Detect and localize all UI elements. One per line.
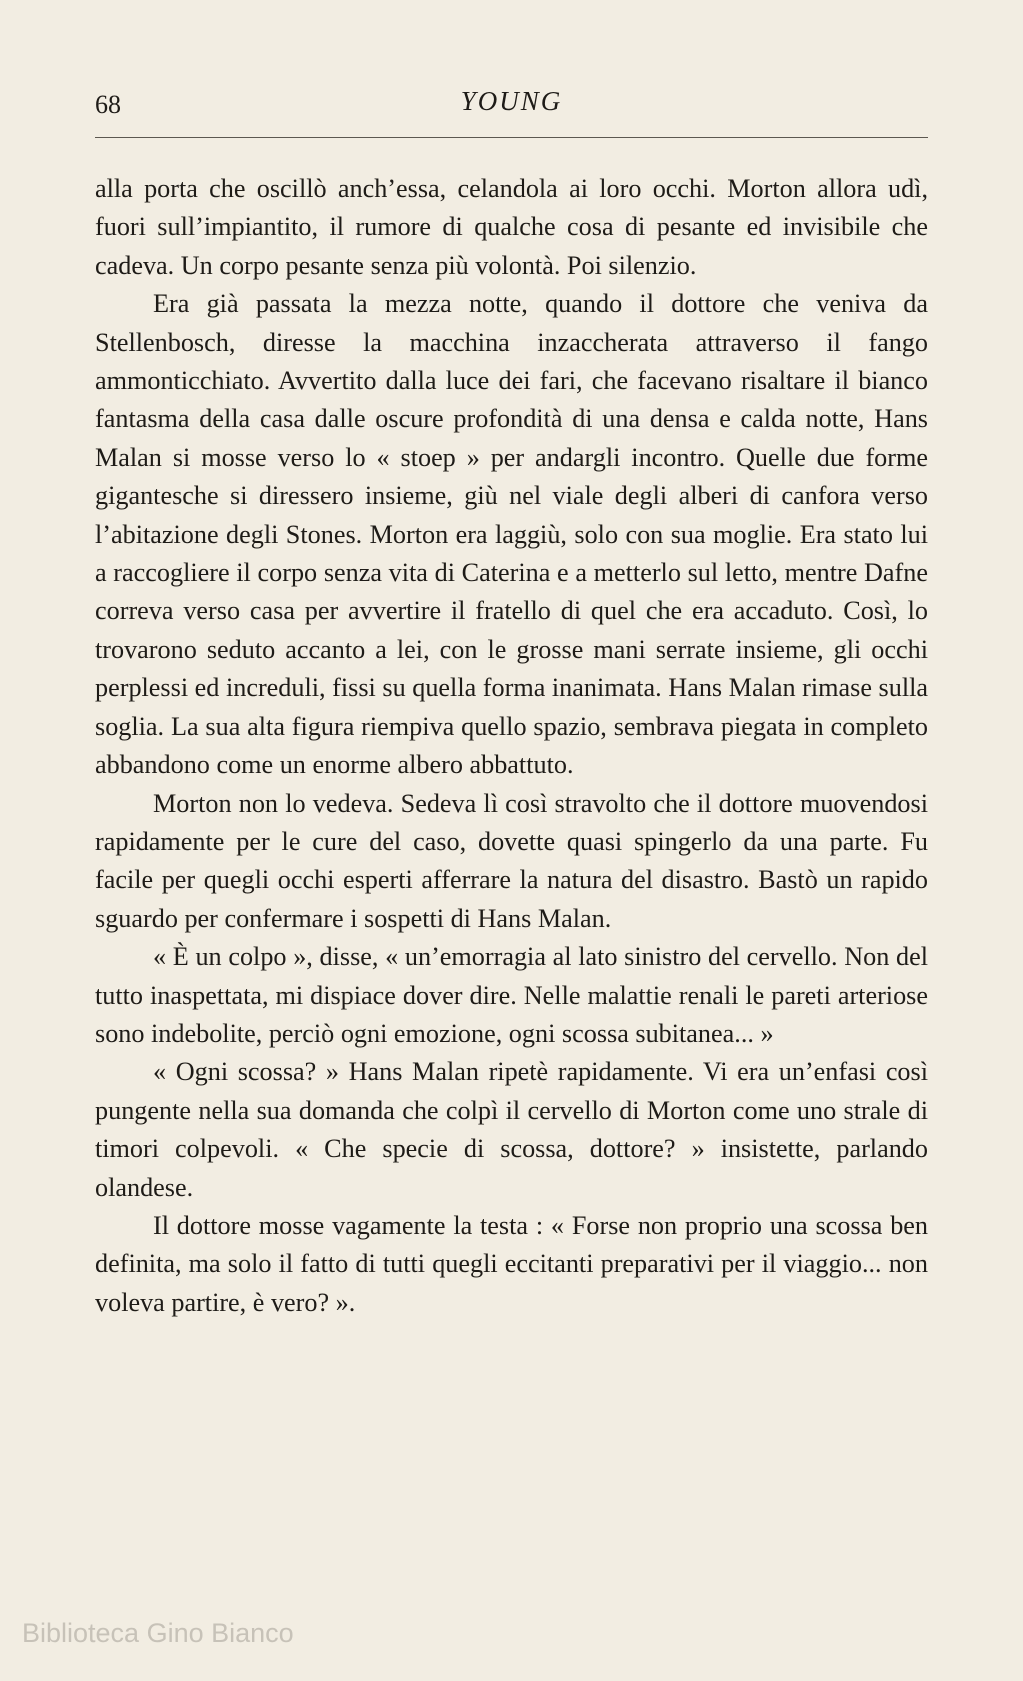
body-text xyxy=(95,170,928,1322)
paragraph: « Ogni scossa? » Hans Malan ripetè rapidamente. Vi era un’enfasi così pungente nella sua domanda che colpì il cervello di Morton come uno strale di timori colpevoli. « Che specie di scossa, dottore? » insistette, parlando olandese. xyxy=(95,1057,928,1202)
header-rule xyxy=(95,137,928,138)
page-header xyxy=(95,82,928,126)
paragraph: Era già passata la mezza notte, quando il dottore che veniva da Stellenbosch, diresse la macchina inzaccherata attraverso il fango ammonticchiato. Avvertito dalla luce dei fari, che facevano risaltare il bianco fantasma della casa dalle oscure profondità di una densa e calda notte, Hans Malan si mosse verso lo « stoep » per andargli incontro. Quelle due forme gigantesche si diressero insieme, giù nel viale degli alberi di canfora verso l’abitazione degli Stones. Morton era laggiù, solo con sua moglie. Era stato lui a raccogliere il corpo senza vita di Caterina e a metterlo sul letto, mentre Dafne correva verso casa per avvertire il fratello di quel che era accaduto. Così, lo trovarono seduto accanto a lei, con le grosse mani serrate insieme, gli occhi perplessi ed increduli, fissi su quella forma inanimata. Hans Malan rimase sulla soglia. La sua alta figura riempiva quello spazio, sembrava piegata in completo abbandono come un enorme albero abbattuto. xyxy=(95,289,928,780)
paragraph: Il dottore mosse vagamente la testa : « Forse non proprio una scossa ben definita, ma solo il fatto di tutti quegli eccitanti preparativi per il viaggio... non voleva partire, è vero? ». xyxy=(95,1210,928,1317)
paragraph: Morton non lo vedeva. Sedeva lì così stravolto che il dottore muovendosi rapidamente per le cure del caso, dovette quasi spingerlo da una parte. Fu facile per quegli occhi esperti afferrare la natura del disastro. Bastò un rapido sguardo per confermare i sospetti di Hans Malan. xyxy=(95,788,928,933)
running-title: YOUNG xyxy=(460,86,563,116)
paragraph: alla porta che oscillò anch’essa, celandola ai loro occhi. Morton allora udì, fuori sull’impiantito, il rumore di qualche cosa di pesante ed invisibile che cadeva. Un corpo pesante senza più volontà. Poi silenzio. xyxy=(95,174,928,280)
library-watermark: Biblioteca Gino Bianco xyxy=(22,1618,294,1648)
page-number: 68 xyxy=(95,90,121,119)
paragraph: « È un colpo », disse, « un’emorragia al lato sinistro del cervello. Non del tutto inaspettata, mi dispiace dover dire. Nelle malattie renali le pareti arteriose sono indebolite, perciò ogni emozione, ogni scossa subitanea... » xyxy=(95,942,928,1048)
